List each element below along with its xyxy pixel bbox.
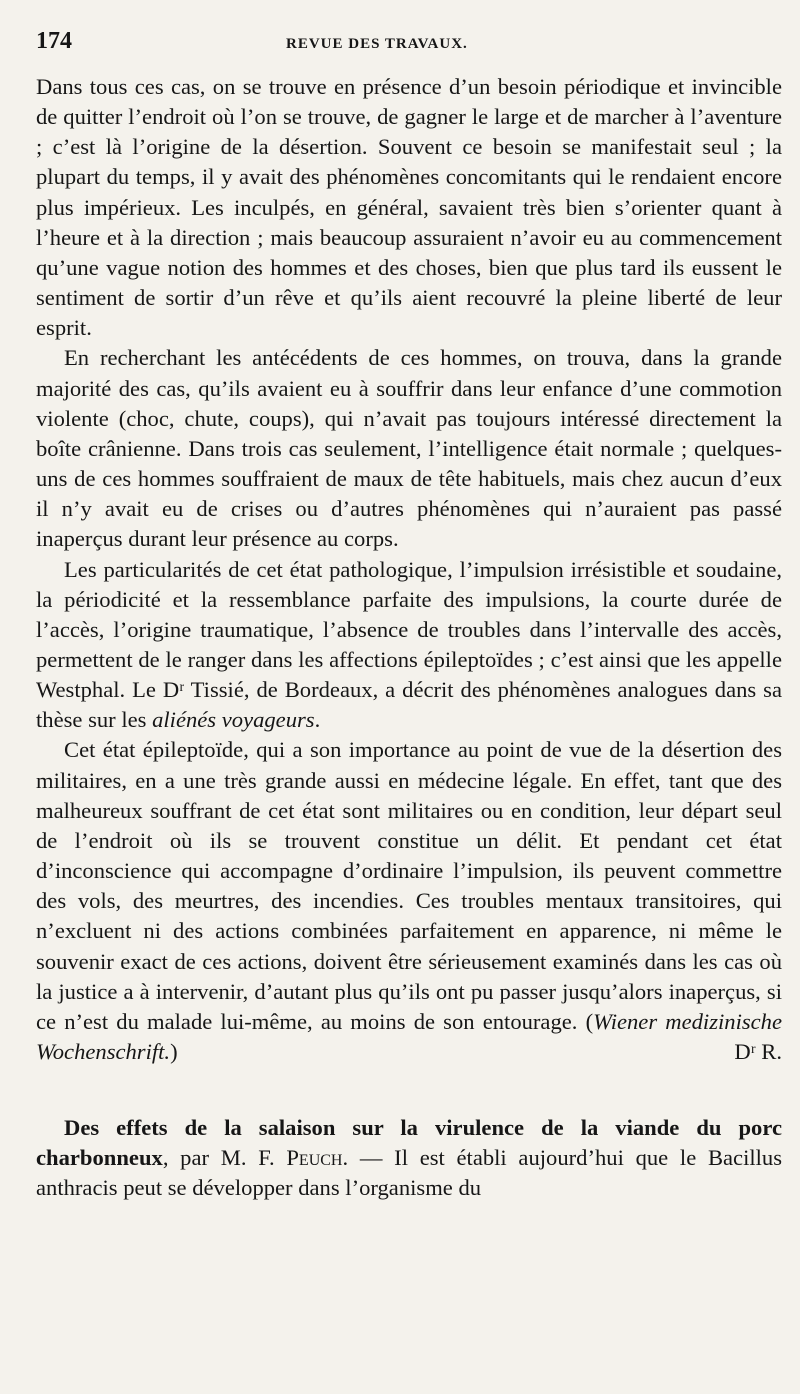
author-prefix: , par M. F.	[162, 1145, 287, 1171]
paragraph-4-text: Cet état épileptoïde, qui a son importance au point de vue de la désertion des militaires, en a une très grande aussi en médecine légale. En effet, tant que des malheureux souffrant de cet état sont militaires ou en condition, leur départ seul de l’endroit où ils se trouvent constitue un délit. Et pendant cet état d’inconscience qui accompagne d’ordinaire l’impulsion, ils peuvent commettre des vols, des meurtres, des incendies. Ces troubles mentaux transitoires, qui n’excluent ni des actions combinées parfaitement en apparence, ni même le souvenir exact de ces actions, doivent être sérieusement examinés dans les cas où la justice a à intervenir, d’autant plus qu’ils ont pu passer jusqu’alors inaperçus, si ce n’est du malade lui-même, au moins de son entourage. (	[36, 737, 782, 1034]
paragraph-4-close: )	[170, 1039, 178, 1064]
paragraph-4-source: Wiener medizinische Wochenschrift.	[36, 1008, 782, 1064]
running-head	[36, 28, 782, 72]
paragraph-3-text: Les particularités de cet état pathologique, l’impulsion irrésistible et soudaine, la périodicité et la ressemblance parfaite des impulsions, la courte durée de l’accès, l’origine traumatique, l’absence de troubles dans l’intervalle des accès, permettent de le ranger dans les affections épileptoïdes ; c’est ainsi que les appelle Westphal. Le Dʳ Tissié, de Bordeaux, a décrit des phénomènes analogues dans sa thèse sur les	[36, 556, 782, 733]
paragraph-3	[36, 555, 782, 736]
paragraph-4	[36, 735, 782, 1067]
page	[36, 28, 782, 1204]
article-opening-text: . — Il est établi aujourd’hui que le Bacillus anthracis peut se développer dans l’organisme du	[36, 1145, 782, 1201]
journal-title: REVUE DES TRAVAUX.	[286, 36, 468, 52]
author-name: Peuch	[286, 1145, 343, 1171]
page-number: 174	[36, 28, 72, 54]
paragraph-1: Dans tous ces cas, on se trouve en présence d’un besoin périodique et invincible de quitter l’endroit où l’on se trouve, de gagner le large et de marcher à l’aventure ; c’est là l’origine de la désertion. Souvent ce besoin se manifestait seul ; la plupart du temps, il y avait des phénomènes concomitants qui le rendaient encore plus impérieux. Les inculpés, en général, savaient très bien s’orienter quant à l’heure et à la direction ; mais beaucoup assuraient n’avoir eu au commencement qu’une vague notion des hommes et des choses, bien que plus tard ils eussent le sentiment de sortir d’un rêve et qu’ils aient recouvré la pleine liberté de leur esprit.	[36, 74, 782, 341]
article-heading: Des effets de la salaison sur la virulence de la viande du porc charbonneux	[36, 1115, 782, 1171]
paragraph-3-italic-title: aliénés voyageurs	[152, 707, 315, 733]
next-article	[36, 1113, 782, 1203]
section-spacer	[36, 1067, 782, 1113]
paragraph-3-end: .	[314, 707, 321, 733]
paragraph-2: En recherchant les antécédents de ces hommes, on trouva, dans la grande majorité des cas, qu’ils avaient eu à souffrir dans leur enfance d’une commotion violente (choc, chute, coups), qui n’avait pas toujours intéressé directement la boîte crânienne. Dans trois cas seulement, l’intelligence était normale ; quelques-uns de ces hommes souffraient de maux de tête habituels, mais chez aucun d’eux il n’y avait eu de crises ou d’autres phénomènes qui n’auraient pas passé inaperçus durant leur présence au corps.	[36, 345, 782, 552]
author-signature: Dʳ R.	[734, 1039, 782, 1064]
